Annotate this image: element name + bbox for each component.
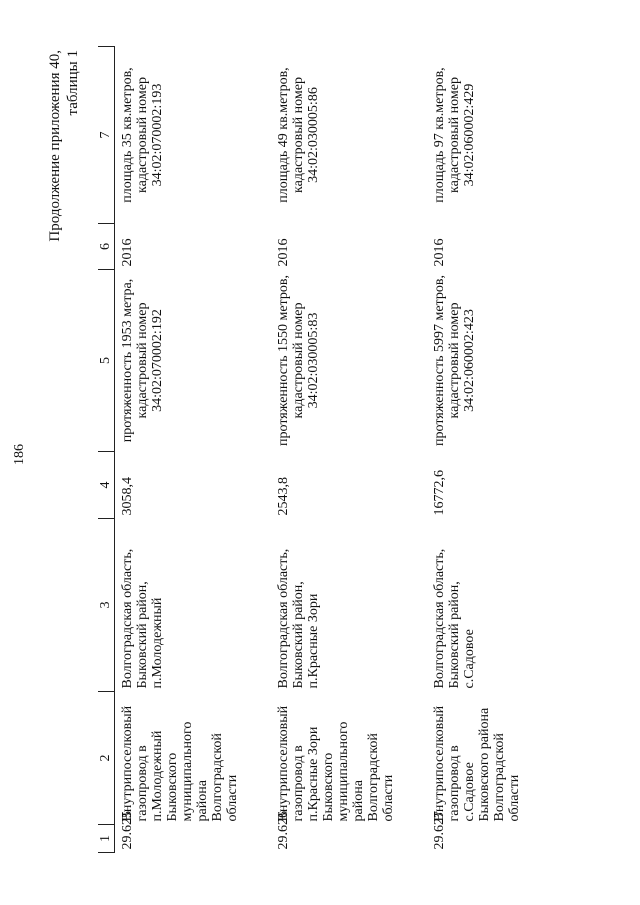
object-value: 2543,8 [275,477,291,516]
object-name: Внутрипоселковый газопровод в п.Молодежный Быковского муниципального района Волгоградской области [120,705,240,822]
property-table [98,46,583,853]
object-year: 2016 [275,238,291,267]
object-address: Волгоградская область, Быковский район, п.Красные Зори [275,548,321,689]
object-value: 3058,4 [120,477,135,516]
heading-line-2: таблицы 1 [65,50,81,116]
object-name: Внутрипоселковый газопровод в п.Красные Зори Быковского муниципального района Волгоградской области [275,705,396,822]
column-header: 5 [98,270,115,452]
object-name: Внутрипоселковый газопровод в с.Садовое Быковского района Волгоградской области [431,705,522,822]
object-area: площадь 97 кв.метров, кадастровый номер 34:02:060002:429 [431,67,477,203]
object-length: протяженность 1953 метра, кадастровый номер 34:02:070002:192 [120,278,165,443]
object-address: Волгоградская область, Быковский район, с.Садовое [431,548,477,689]
table-row [115,47,271,853]
object-address: Волгоградская область, Быковский район, п.Молодежный [120,548,165,689]
object-year: 2016 [120,238,135,267]
object-area: площадь 49 кв.метров, кадастровый номер 34:02:030005:86 [275,67,321,203]
column-header: 3 [98,519,115,692]
row-number: 29.625 [120,811,135,850]
column-header: 6 [98,224,115,270]
object-year: 2016 [431,238,447,267]
page-number: 186 [12,444,27,465]
column-header: 1 [98,825,115,853]
table-row [427,47,583,853]
row-number: 29.626 [275,811,291,850]
table-row [271,47,427,853]
heading-line-1: Продолжение приложения 40, [47,50,63,242]
object-value: 16772,6 [431,470,447,516]
column-header: 4 [98,452,115,519]
column-number-row [98,47,115,853]
column-header: 7 [98,47,115,224]
table-heading [46,50,82,242]
object-area: площадь 35 кв.метров, кадастровый номер 34:02:070002:193 [120,67,165,203]
column-header: 2 [98,692,115,825]
row-number: 29.627 [431,811,447,850]
object-length: протяженность 1550 метров, кадастровый номер 34:02:030005:83 [275,275,321,446]
object-length: протяженность 5997 метров, кадастровый номер 34:02:060002:423 [431,275,477,446]
